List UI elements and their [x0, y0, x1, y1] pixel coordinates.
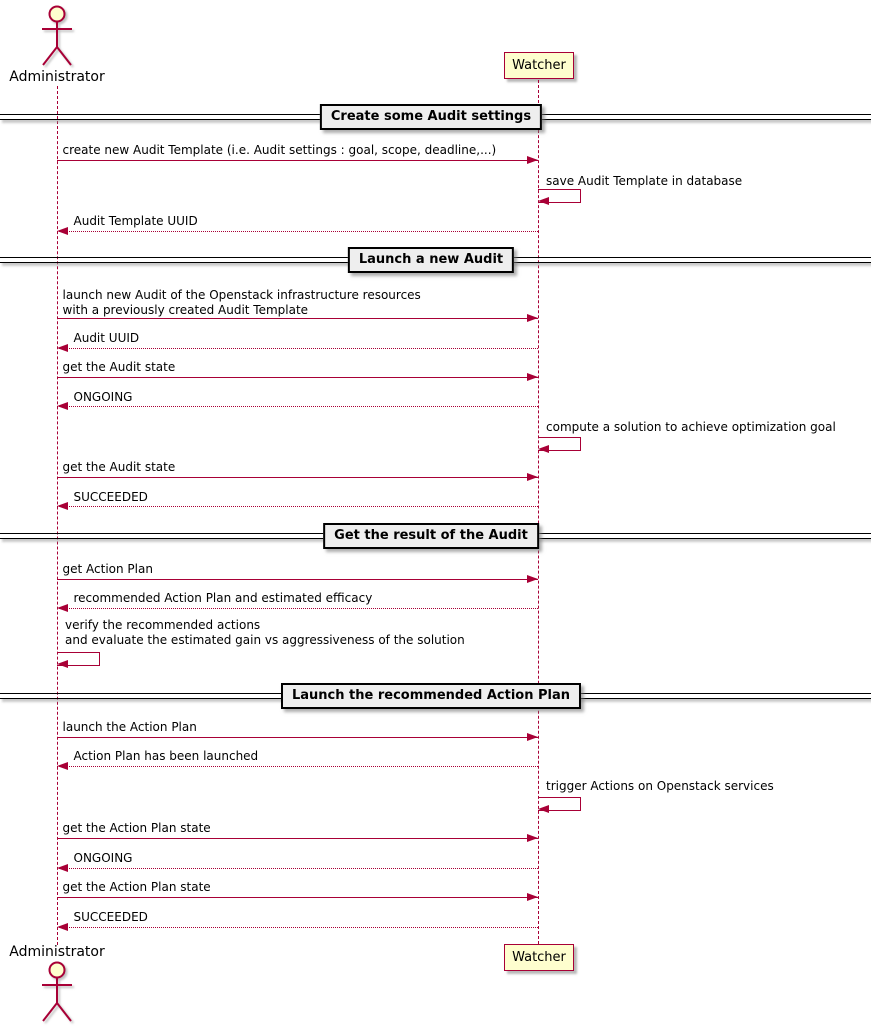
return-arrowhead-icon — [57, 344, 68, 352]
return-message-label — [74, 749, 259, 764]
message-text-line: Action Plan has been launched — [73, 749, 259, 763]
return-message-line — [57, 927, 538, 928]
message-line — [57, 579, 538, 580]
return-arrowhead-icon — [57, 502, 68, 510]
message-arrowhead-icon — [527, 834, 538, 842]
message-text-line: save Audit Template in database — [546, 174, 743, 188]
administrator-label-bottom: Administrator — [9, 944, 105, 960]
message-text-line: Audit Template UUID — [73, 214, 198, 228]
return-message-line — [57, 406, 538, 407]
return-message-label — [74, 851, 133, 866]
message-arrowhead-icon — [527, 733, 538, 741]
section-divider-label: Launch the recommended Action Plan — [281, 683, 581, 709]
message-text-line: trigger Actions on Openstack services — [546, 779, 774, 793]
message-text-line: SUCCEEDED — [73, 910, 148, 924]
message-arrowhead-icon — [527, 893, 538, 901]
administrator-actor-icon — [33, 5, 81, 67]
return-message-line — [57, 608, 538, 609]
message-arrowhead-icon — [527, 575, 538, 583]
message-label — [63, 562, 153, 577]
message-line — [57, 377, 538, 378]
message-label — [63, 821, 211, 836]
watcher-lifeline — [538, 80, 539, 944]
message-text-line: compute a solution to achieve optimization goal — [546, 420, 836, 434]
message-text-line: get the Audit state — [62, 460, 176, 474]
message-arrowhead-icon — [527, 156, 538, 164]
return-message-line — [57, 506, 538, 507]
message-label — [63, 143, 497, 158]
return-arrowhead-icon — [57, 864, 68, 872]
return-message-label — [74, 910, 148, 925]
message-label — [63, 288, 421, 318]
return-message-label — [74, 591, 373, 606]
return-message-label — [74, 331, 140, 346]
self-arrowhead-icon — [538, 805, 549, 813]
section-divider-label: Launch a new Audit — [348, 247, 514, 273]
return-arrowhead-icon — [57, 402, 68, 410]
message-text-line: SUCCEEDED — [73, 490, 148, 504]
self-arrowhead-icon — [538, 445, 549, 453]
message-line — [57, 160, 538, 161]
message-line — [57, 737, 538, 738]
return-message-label — [74, 214, 198, 229]
message-text-line: recommended Action Plan and estimated efficacy — [73, 591, 373, 605]
administrator-label-top: Administrator — [9, 69, 105, 85]
message-label — [63, 720, 197, 735]
watcher-participant-bottom: Watcher — [504, 944, 574, 971]
message-text-line: with a previously created Audit Template — [62, 303, 309, 317]
return-message-line — [57, 231, 538, 232]
message-text-line: get the Action Plan state — [62, 880, 211, 894]
self-message-label — [546, 420, 836, 435]
self-arrowhead-icon — [57, 660, 68, 668]
return-message-label — [74, 490, 148, 505]
message-line — [57, 897, 538, 898]
message-text-line: get the Action Plan state — [62, 821, 211, 835]
message-line — [57, 838, 538, 839]
return-message-line — [57, 766, 538, 767]
self-message-label — [546, 174, 742, 189]
return-message-line — [57, 348, 538, 349]
message-text-line: and evaluate the estimated gain vs aggressiveness of the solution — [65, 633, 465, 647]
section-divider-label: Get the result of the Audit — [323, 523, 539, 549]
self-message-label — [546, 779, 774, 794]
message-text-line: get Action Plan — [62, 562, 153, 576]
message-text-line: verify the recommended actions — [65, 618, 261, 632]
return-arrowhead-icon — [57, 227, 68, 235]
message-text-line: launch new Audit of the Openstack infrastructure resources — [62, 288, 421, 302]
self-arrowhead-icon — [538, 197, 549, 205]
administrator-actor-icon-bottom — [33, 961, 81, 1023]
message-line — [57, 318, 538, 319]
message-arrowhead-icon — [527, 473, 538, 481]
message-text-line: get the Audit state — [62, 360, 176, 374]
return-message-line — [57, 868, 538, 869]
message-text-line: create new Audit Template (i.e. Audit settings : goal, scope, deadline,...) — [62, 143, 497, 157]
message-label — [63, 880, 211, 895]
watcher-participant-top: Watcher — [504, 52, 574, 79]
message-text-line: ONGOING — [73, 851, 133, 865]
message-text-line: launch the Action Plan — [62, 720, 197, 734]
return-message-label — [74, 390, 133, 405]
message-label — [63, 460, 176, 475]
message-text-line: Audit UUID — [73, 331, 140, 345]
message-label — [63, 360, 176, 375]
self-message-label — [65, 618, 465, 648]
message-line — [57, 477, 538, 478]
message-arrowhead-icon — [527, 314, 538, 322]
message-arrowhead-icon — [527, 373, 538, 381]
section-divider-label: Create some Audit settings — [320, 104, 542, 130]
administrator-lifeline — [57, 86, 58, 945]
return-arrowhead-icon — [57, 762, 68, 770]
return-arrowhead-icon — [57, 923, 68, 931]
return-arrowhead-icon — [57, 604, 68, 612]
message-text-line: ONGOING — [73, 390, 133, 404]
